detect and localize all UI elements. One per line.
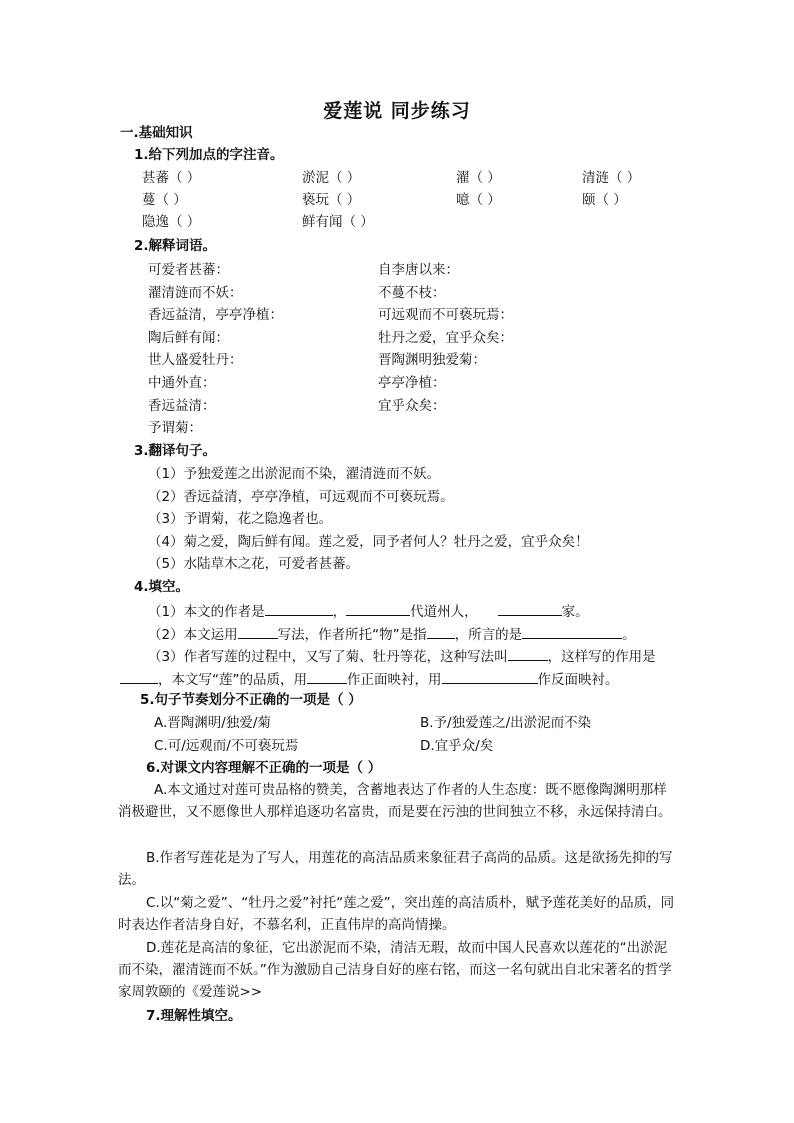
q2-term: 可远观而不可亵玩焉： (378, 307, 513, 323)
q2-heading: 2.解释词语。 (134, 238, 217, 254)
q3-sentence: （2）香远益清，亭亭净植，可远观而不可亵玩焉。 (148, 489, 454, 505)
q3-sentence: （1）予独爱莲之出淤泥而不染，濯清涟而不妖。 (148, 466, 441, 482)
q4-text: ，本文写“莲”的品质，用 (158, 672, 307, 688)
q3-sentence: （5）水陆草木之花，可爱者甚蕃。 (148, 556, 360, 572)
q4-text: （3）作者写莲的过程中，又写了菊、牡丹等花，这种写法叫 (148, 649, 508, 665)
q2-term: 可爱者甚蕃： (148, 262, 229, 278)
q4-line-2 (148, 624, 636, 644)
q6-heading: 6.对课文内容理解不正确的一项是（ ） (146, 760, 382, 776)
q6-option-c: C.以“菊之爱”、“牡丹之爱”衬托“莲之爱”，突出莲的高洁质朴，赋予莲花美好的品质，同时表达作者洁身自好，不慕名利，正直伟岸的高尚情操。 (118, 895, 675, 933)
q5-option-d: D.宜乎众/矣 (420, 738, 494, 754)
q1-item: 蔓（ ） (142, 192, 187, 208)
q5-heading: 5.句子节奏划分不正确的一项是（ ） (140, 692, 362, 708)
q4-text: （2）本文运用 (148, 627, 238, 643)
q1-item: 鲜有闻（ ） (302, 214, 374, 230)
q2-term: 不蔓不枝： (378, 285, 446, 301)
q2-term: 陶后鲜有闻： (148, 330, 229, 346)
q5-option-c: C.可/远观而/不可亵玩焉 (154, 738, 299, 754)
q2-term: 世人盛爱牡丹： (148, 352, 243, 368)
q2-term: 自李唐以来： (378, 262, 459, 278)
q4-text: 家。 (561, 604, 589, 620)
q2-term: 牡丹之爱，宜乎众矣： (378, 330, 513, 346)
q2-term: 香远益清，亭亭净植： (148, 307, 283, 323)
q1-item: 淤泥（ ） (302, 170, 361, 186)
answer-blank[interactable] (120, 669, 158, 684)
q4-text: 代道州人， (410, 604, 478, 620)
q4-text: 。 (622, 627, 636, 643)
q1-item: 颐（ ） (582, 192, 627, 208)
q6-option-d: D.莲花是高洁的象征，它出淤泥而不染，清洁无瑕，故而中国人民喜欢以莲花的“出淤泥而不染，濯清涟而不妖。”作为激励自己洁身自好的座右铭，而这一名句就出自北宋著名的哲学家周敦颐的《爱莲说>> (118, 940, 672, 1000)
q1-item: 濯（ ） (456, 170, 501, 186)
answer-blank[interactable] (307, 669, 347, 684)
q3-sentence: （4）菊之爱，陶后鲜有闻。莲之爱，同予者何人？牡丹之爱，宜乎众矣！ (148, 534, 589, 550)
q2-term: 香远益清： (148, 398, 216, 414)
q4-text: 作正面映衬，用 (347, 672, 442, 688)
q5-option-a: A.晋陶渊明/独爱/菊 (154, 715, 271, 731)
q4-text: 写法，作者所托“物”是指 (277, 627, 427, 643)
answer-blank[interactable] (265, 601, 333, 616)
q4-text: 作反面映衬。 (537, 672, 619, 688)
q4-line-1 (148, 601, 589, 621)
q6-option-b: B.作者写莲花是为了写人，用莲花的高洁品质来象征君子高尚的品质。这是欲扬先抑的写法。 (118, 850, 673, 888)
q1-item: 隐逸（ ） (142, 214, 201, 230)
q4-text: ，这样写的作用是 (547, 649, 656, 665)
q2-term: 亭亭净植： (378, 375, 446, 391)
answer-blank[interactable] (346, 601, 410, 616)
answer-blank[interactable] (442, 669, 538, 684)
page-title: 爱莲说 同步练习 (323, 100, 471, 122)
q4-text: （1）本文的作者是 (148, 604, 265, 620)
q3-heading: 3.翻译句子。 (134, 443, 217, 459)
q2-term: 宜乎众矣： (378, 398, 446, 414)
q4-line-4 (120, 669, 619, 689)
answer-blank[interactable] (522, 624, 622, 639)
q1-item: 亵玩（ ） (302, 192, 361, 208)
q1-item: 噫（ ） (456, 192, 501, 208)
q1-heading: 1.给下列加点的字注音。 (134, 147, 284, 163)
q6-option-a: A.本文通过对莲可贵品格的赞美，含蓄地表达了作者的人生态度：既不愿像陶渊明那样消极避世，又不愿像世人那样追逐功名富贵，而是要在污浊的世间独立不移，永远保持清白。 (118, 782, 672, 820)
q3-sentence: （3）予谓菊，花之隐逸者也。 (148, 511, 333, 527)
answer-blank[interactable] (498, 601, 562, 616)
q4-text: ，所言的是 (454, 627, 523, 643)
answer-blank[interactable] (508, 646, 548, 661)
q5-option-b: B.予/独爱莲之/出淤泥而不染 (420, 715, 592, 731)
q1-item: 甚蕃（ ） (142, 170, 201, 186)
q2-term: 濯清涟而不妖： (148, 285, 243, 301)
q2-term: 中通外直： (148, 375, 216, 391)
q7-heading: 7.理解性填空。 (146, 1008, 242, 1024)
q1-item: 清涟（ ） (582, 170, 641, 186)
q4-heading: 4.填空。 (134, 579, 190, 595)
answer-blank[interactable] (427, 624, 455, 639)
q4-line-3 (148, 646, 656, 666)
answer-blank[interactable] (238, 624, 278, 639)
q2-term: 晋陶渊明独爱菊： (378, 352, 486, 368)
q4-text: ， (332, 604, 347, 620)
section-heading-basics: 一.基础知识 (120, 125, 193, 141)
q2-term: 予谓菊： (148, 420, 202, 436)
